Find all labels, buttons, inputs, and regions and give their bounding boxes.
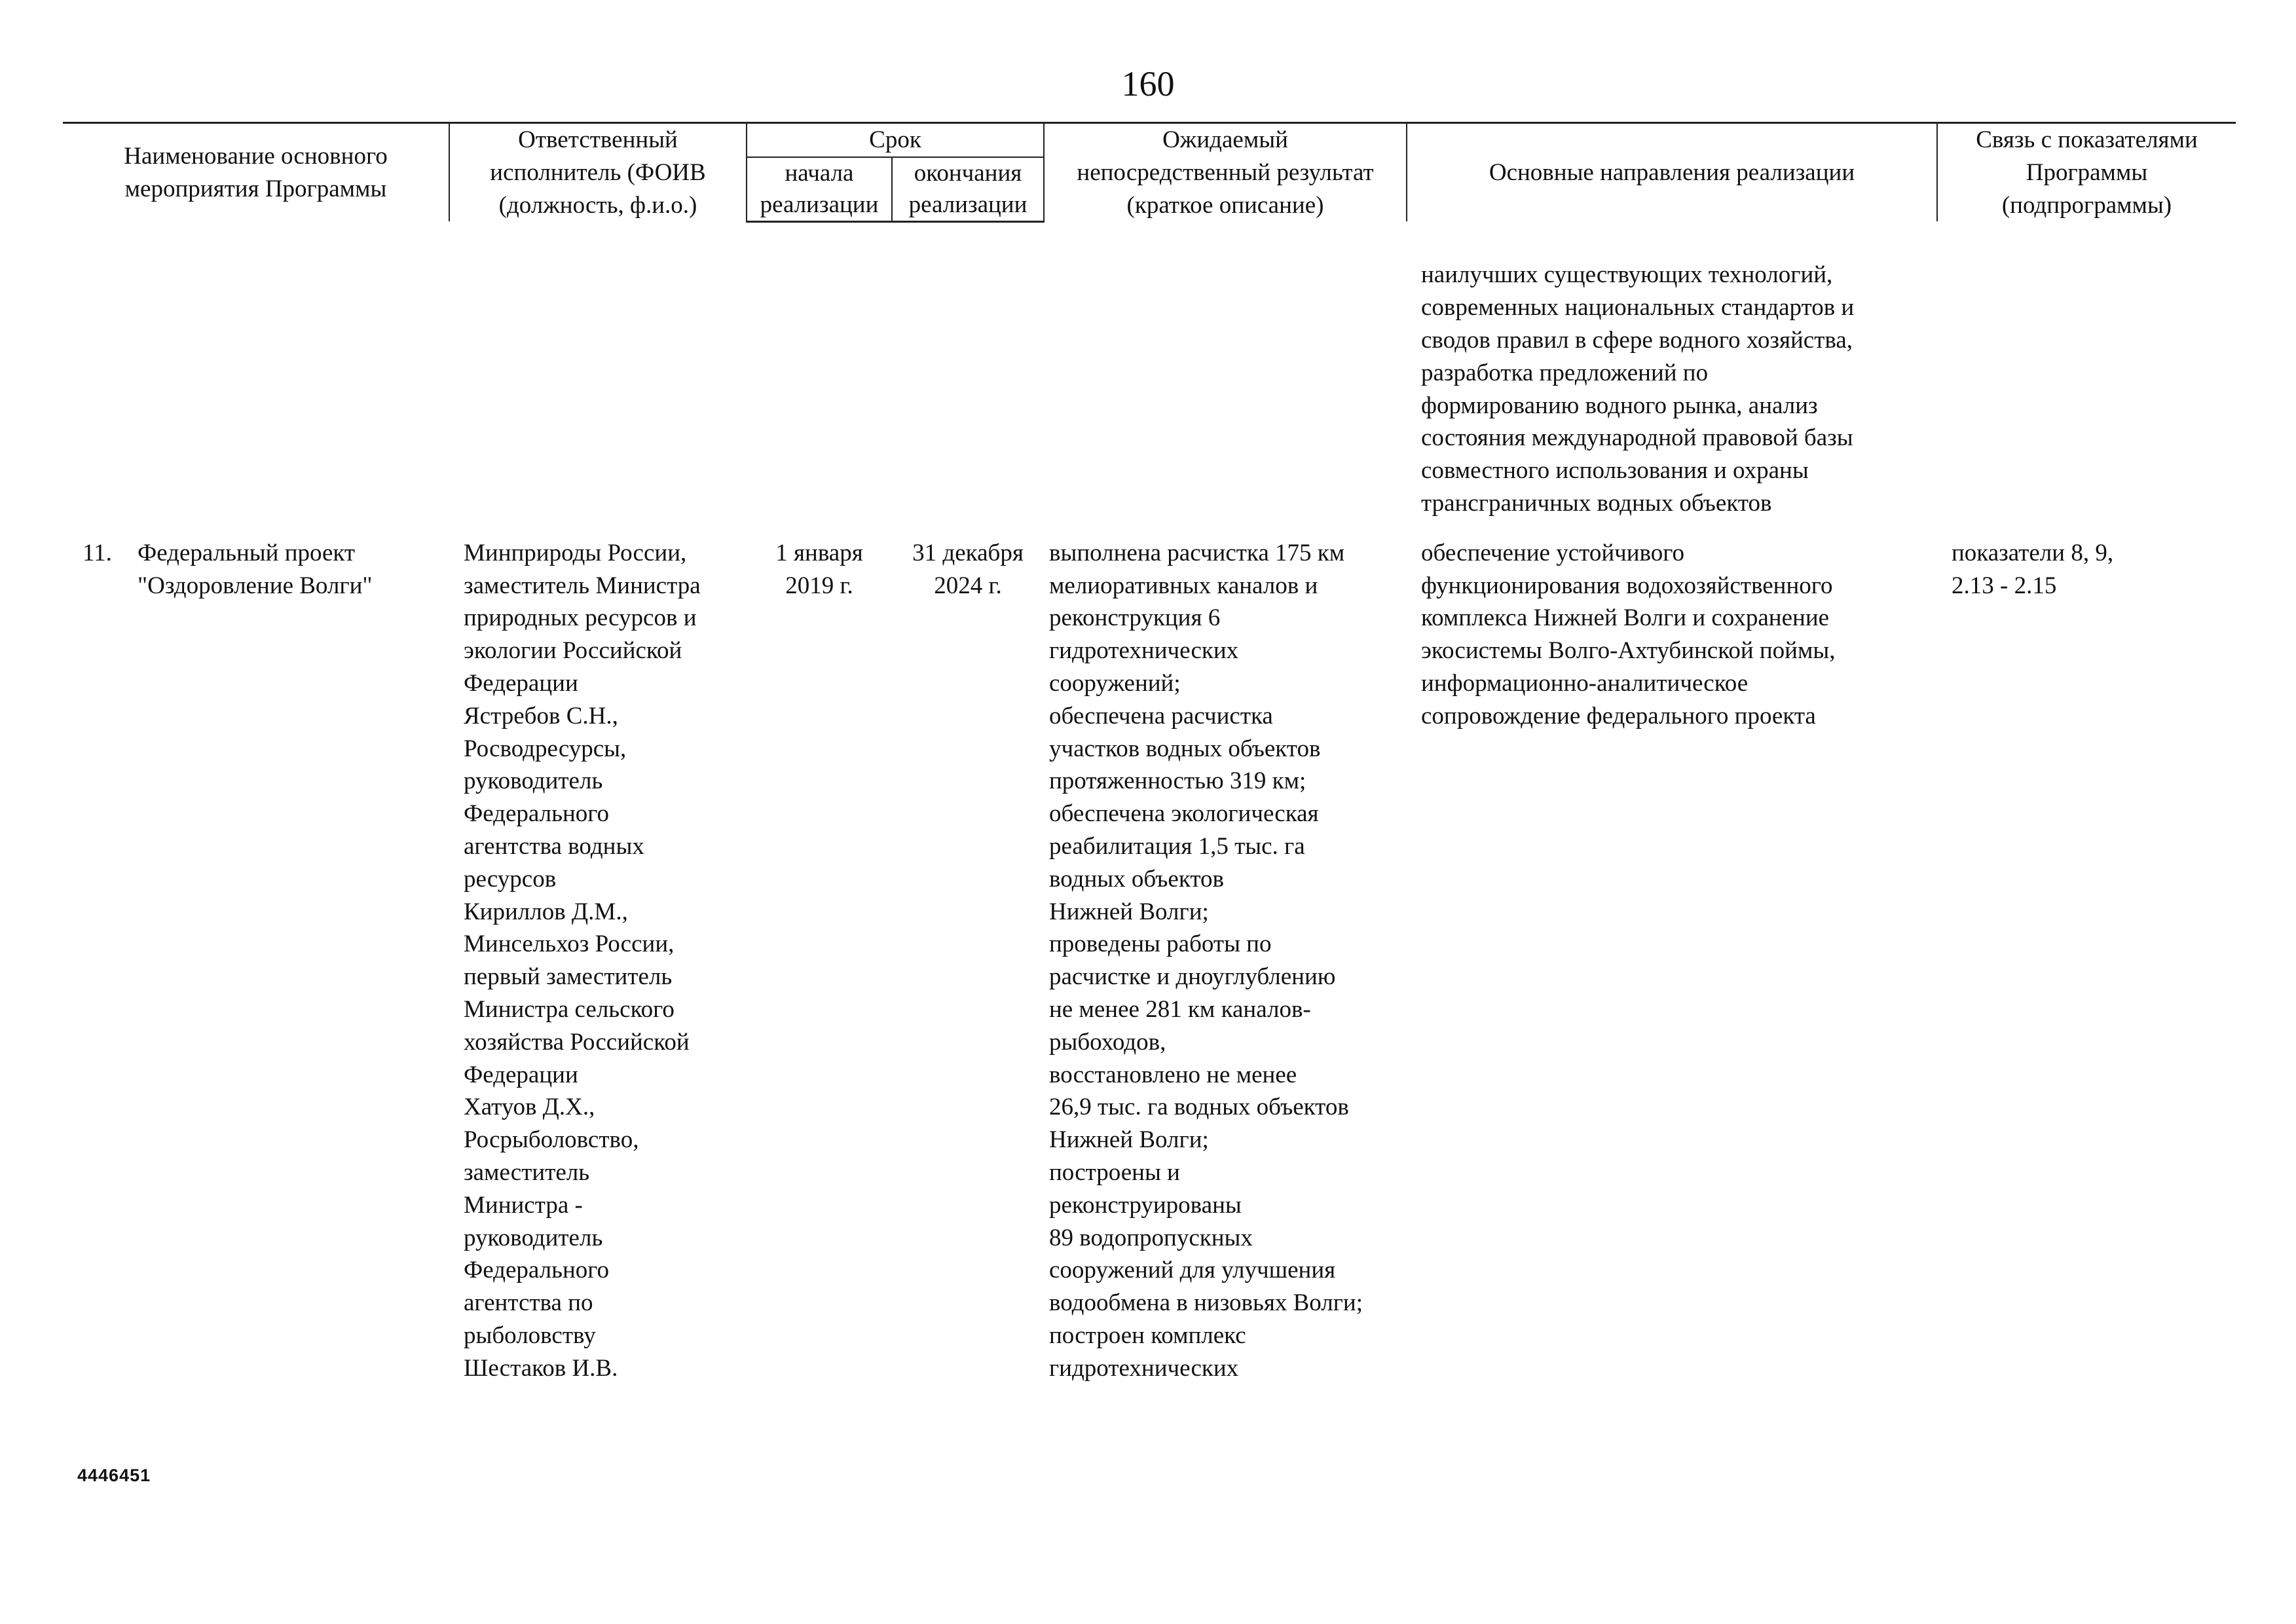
- row-term-start: 1 января 2019 г.: [775, 539, 863, 599]
- continuation-directions: наилучших существующих технологий, современных национальных стандартов и сводов правил в сфере водного хозяйства, разработка предложений по формированию водного рынка, анализ состояния международной правовой базы совместного использования и охраны трансграничных водных объектов: [1421, 261, 1855, 517]
- header-indicator-link: Связь с показателями Программы (подпрограммы): [1937, 123, 2236, 222]
- row-indicator-link: показатели 8, 9, 2.13 - 2.15: [1952, 539, 2114, 599]
- header-expected-result: Ожидаемый непосредственный результат (краткое описание): [1044, 123, 1407, 222]
- program-measures-table: [63, 122, 2236, 1384]
- header-term: Срок: [747, 123, 1044, 157]
- document-code: 4446451: [77, 1466, 151, 1485]
- header-term-end: окончания реализации: [892, 157, 1044, 222]
- page-number: 160: [1121, 64, 1175, 103]
- header-directions: Основные направления реализации: [1407, 123, 1937, 222]
- row-expected-result: выполнена расчистка 175 км мелиоративных каналов и реконструкция 6 гидротехнических сооружений; обеспечена расчистка участков водных объектов протяженностью 319 км; обеспечена экологическая реабилитация 1,5 тыс. га водных объектов Нижней Волги; проведены работы по расчистке и дноуглублению не менее 281 км каналов- рыбоходов, восстановлено не менее 26,9 тыс. га водных объектов Нижней Волги; построены и реконструированы 89 водопропускных сооружений для улучшения водообмена в низовьях Волги; построен комплекс гидротехнических: [1049, 539, 1363, 1382]
- header-responsible: Ответственный исполнитель (ФОИВ (должность, ф.и.о.): [449, 123, 747, 222]
- table-header: [63, 123, 2236, 222]
- row-responsible: Минприроды России, заместитель Министра природных ресурсов и экологии Российской Федерации Ястребов С.Н., Росводресурсы, руководитель Федерального агентства водных ресурсов Кириллов Д.М., Минсельхоз России, первый заместитель Министра сельского хозяйства Российской Федерации Хатуов Д.Х., Росрыболовство, заместитель Министра - руководитель Федерального агентства по рыболовству Шестаков И.В.: [464, 539, 701, 1382]
- header-measure-name: Наименование основного мероприятия Программы: [63, 123, 449, 222]
- header-term-start: начала реализации: [747, 157, 892, 222]
- table-row: [63, 537, 2236, 1385]
- continuation-row: [63, 221, 2236, 536]
- row-measure-name: Федеральный проект "Оздоровление Волги": [138, 539, 373, 599]
- row-number: 11.: [83, 539, 112, 566]
- row-directions: обеспечение устойчивого функционирования водохозяйственного комплекса Нижней Волги и сохранение экосистемы Волго-Ахтубинской поймы, информационно-аналитическое сопровождение федерального проекта: [1421, 539, 1836, 729]
- row-term-end: 31 декабря 2024 г.: [912, 539, 1024, 599]
